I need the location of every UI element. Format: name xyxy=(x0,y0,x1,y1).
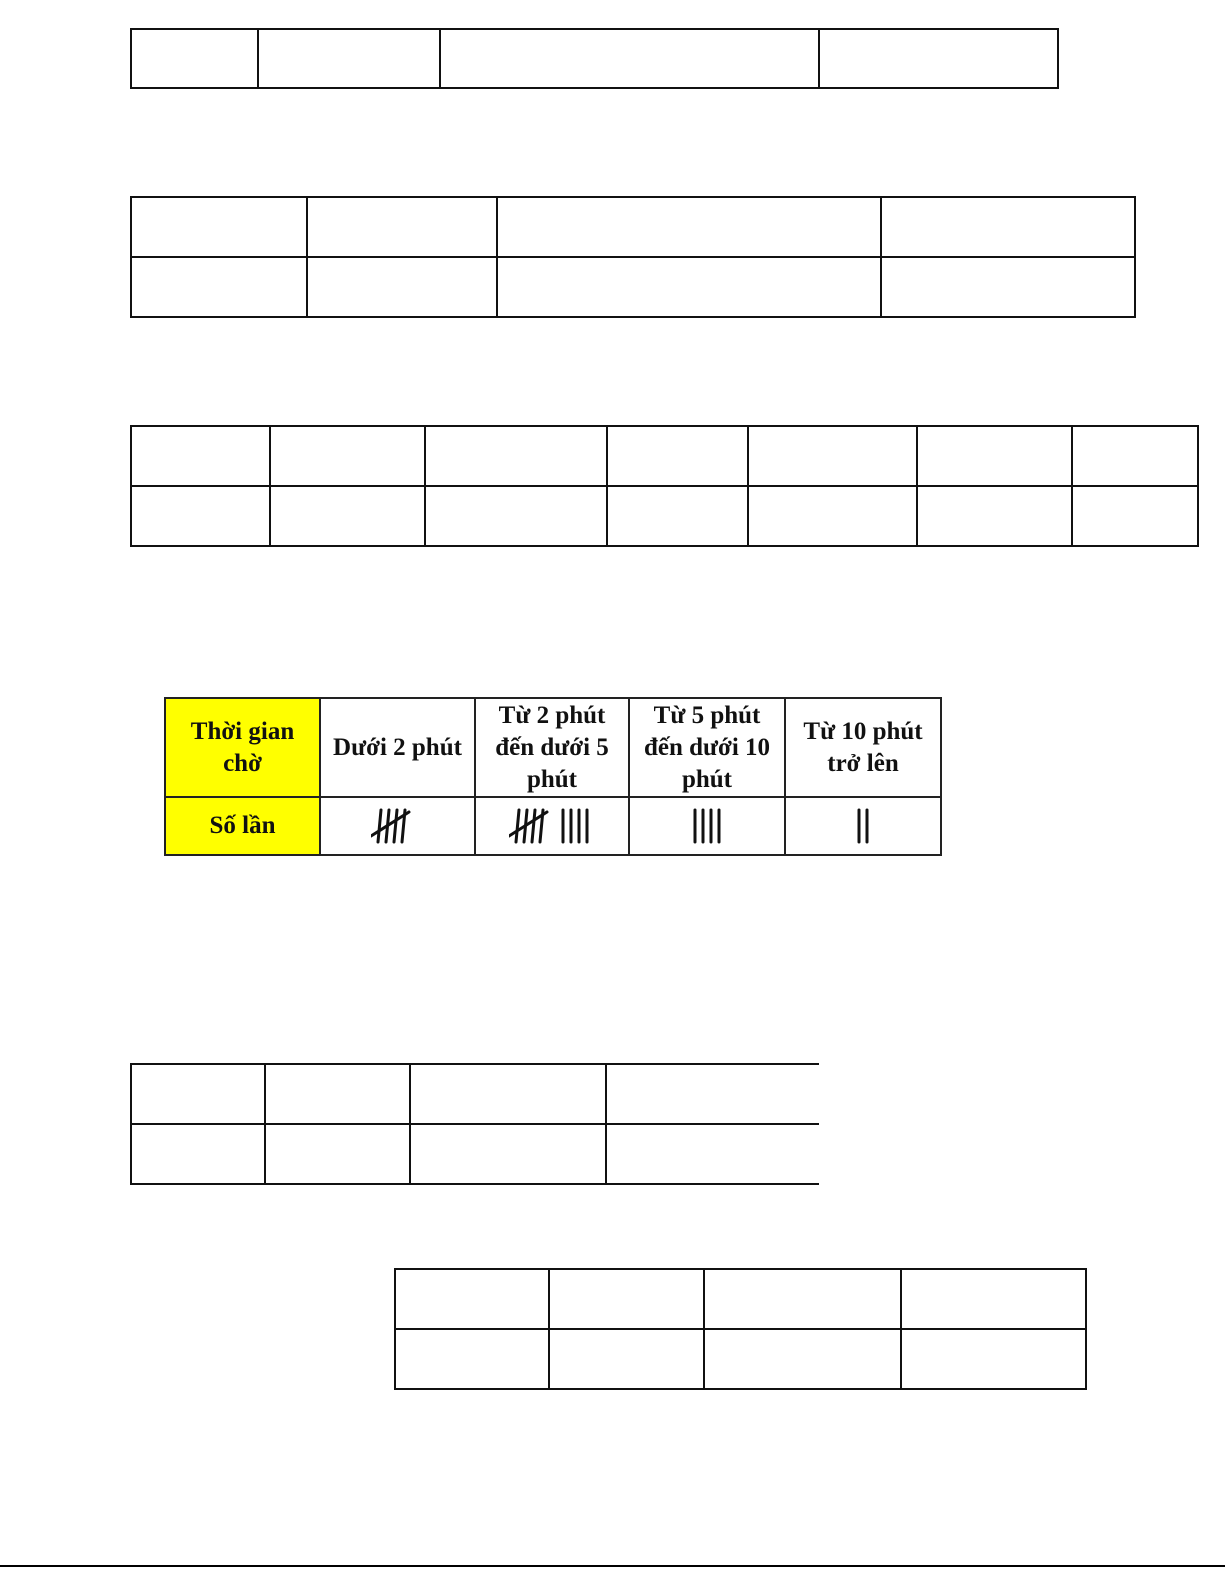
table-row xyxy=(131,1124,819,1184)
table-cell xyxy=(265,1124,410,1184)
table-row xyxy=(131,426,1198,486)
table-cell xyxy=(607,426,748,486)
table-cell xyxy=(265,1064,410,1124)
table-row xyxy=(395,1269,1086,1329)
tally-marks-icon xyxy=(371,806,425,846)
table-cell xyxy=(270,486,425,546)
table-row xyxy=(395,1329,1086,1389)
empty-table-6 xyxy=(394,1268,1087,1390)
table-row xyxy=(131,29,1058,88)
table-row-counts xyxy=(165,797,941,855)
table-cell xyxy=(258,29,440,88)
table-cell xyxy=(917,426,1072,486)
tally-cell xyxy=(629,797,785,855)
table-cell xyxy=(497,257,881,317)
table-cell xyxy=(307,257,497,317)
table-cell xyxy=(901,1329,1086,1389)
table-cell xyxy=(425,486,607,546)
table-row xyxy=(131,486,1198,546)
page-bottom-rule xyxy=(0,1565,1225,1567)
count-row-header: Số lần xyxy=(165,797,320,855)
table-cell xyxy=(606,1124,819,1184)
table-cell xyxy=(131,1064,265,1124)
table-cell xyxy=(131,197,307,257)
tally-stroke xyxy=(516,810,519,842)
table-cell xyxy=(395,1269,549,1329)
table-cell xyxy=(704,1329,901,1389)
table-cell xyxy=(395,1329,549,1389)
table-cell xyxy=(1072,486,1198,546)
waiting-time-header: Thời gian chờ xyxy=(165,698,320,797)
table-row xyxy=(131,1064,819,1124)
table-row-header xyxy=(165,698,941,797)
table-cell xyxy=(131,486,270,546)
column-header-5-to-10: Từ 5 phút đến dưới 10 phút xyxy=(629,698,785,797)
tally-stroke xyxy=(532,810,535,842)
table-cell xyxy=(748,426,917,486)
table-cell xyxy=(549,1329,704,1389)
table-cell xyxy=(901,1269,1086,1329)
table-cell xyxy=(131,29,258,88)
table-cell xyxy=(131,257,307,317)
tally-stroke xyxy=(394,810,397,842)
tally-cell xyxy=(475,797,629,855)
table-cell xyxy=(607,486,748,546)
column-header-10-plus: Từ 10 phút trở lên xyxy=(785,698,941,797)
table-row xyxy=(131,197,1135,257)
table-cell xyxy=(549,1269,704,1329)
empty-table-3 xyxy=(130,425,1199,547)
column-header-2-to-5: Từ 2 phút đến dưới 5 phút xyxy=(475,698,629,797)
table-cell xyxy=(606,1064,819,1124)
tally-marks-icon xyxy=(687,806,727,846)
table-cell xyxy=(917,486,1072,546)
table-row xyxy=(131,257,1135,317)
table-cell xyxy=(307,197,497,257)
tally-marks-icon xyxy=(509,806,595,846)
empty-table-2 xyxy=(130,196,1136,318)
table-cell xyxy=(131,426,270,486)
column-header-under-2: Dưới 2 phút xyxy=(320,698,475,797)
tally-stroke xyxy=(378,810,381,842)
table-cell xyxy=(440,29,819,88)
waiting-time-tally-table xyxy=(164,697,942,856)
table-cell xyxy=(410,1064,606,1124)
table-cell xyxy=(425,426,607,486)
table-cell xyxy=(819,29,1058,88)
empty-table-1 xyxy=(130,28,1059,89)
table-cell xyxy=(1072,426,1198,486)
table-cell xyxy=(131,1124,265,1184)
table-cell xyxy=(270,426,425,486)
empty-table-5 xyxy=(130,1063,819,1185)
table-cell xyxy=(748,486,917,546)
table-cell xyxy=(704,1269,901,1329)
tally-marks-icon xyxy=(851,806,875,846)
table-cell xyxy=(497,197,881,257)
table-cell xyxy=(881,197,1135,257)
table-cell xyxy=(410,1124,606,1184)
tally-cell xyxy=(320,797,475,855)
table-cell xyxy=(881,257,1135,317)
tally-cell xyxy=(785,797,941,855)
